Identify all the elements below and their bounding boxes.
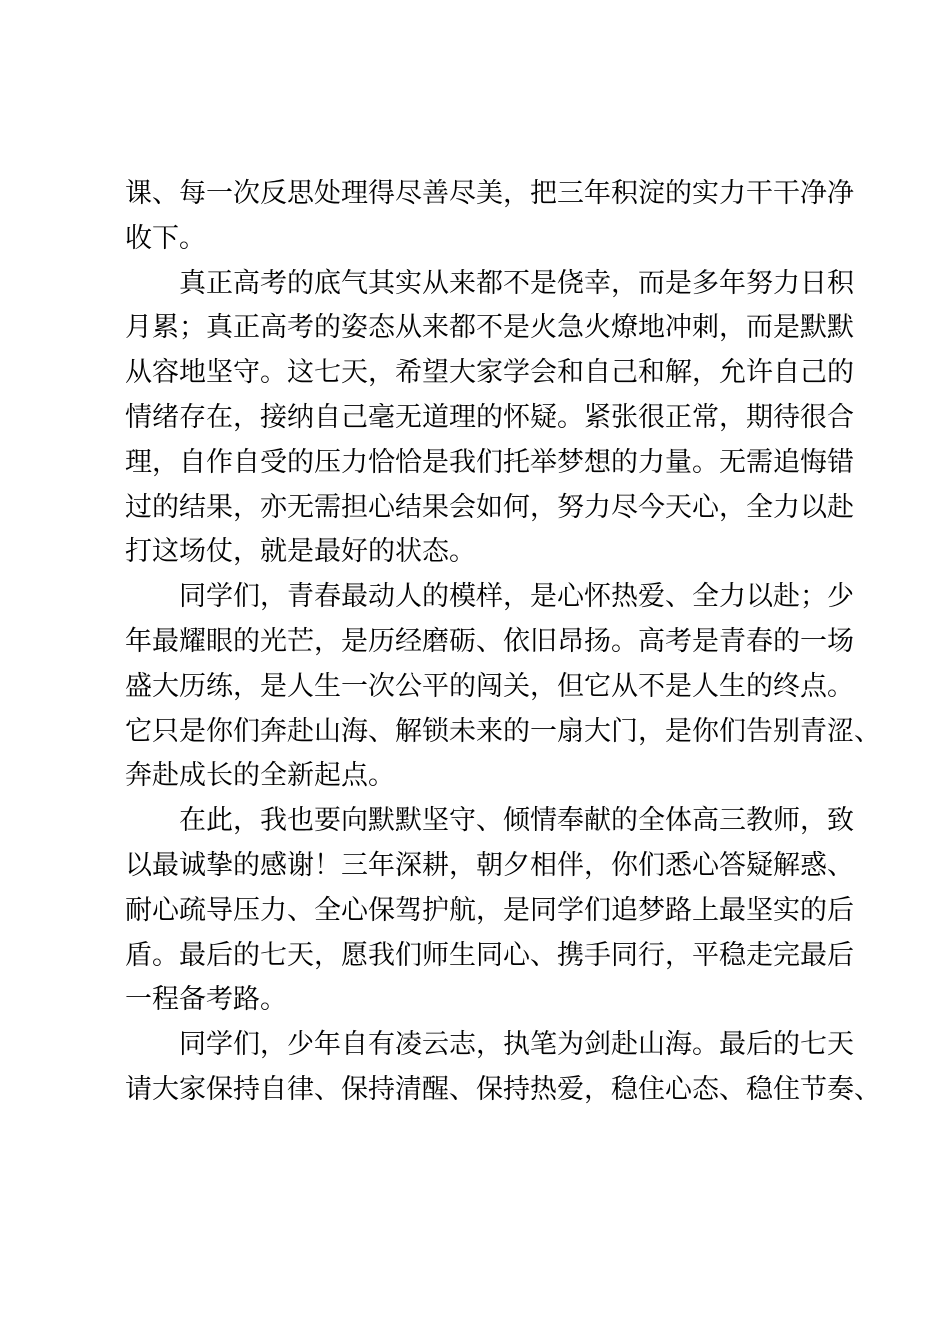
text-line: 理，自作自受的压力恰恰是我们托举梦想的力量。无需追悔错 — [125, 446, 854, 478]
document-body — [125, 172, 881, 1113]
text-line: 情绪存在，接纳自己毫无道理的怀疑。紧张很正常，期待很合 — [125, 401, 854, 433]
text-line: 请大家保持自律、保持清醒、保持热爱，稳住心态、稳住节奏、 — [125, 1073, 881, 1105]
text-line: 盛大历练，是人生一次公平的闯关，但它从不是人生的终点。 — [125, 670, 854, 702]
text-line: 盾。最后的七天，愿我们师生同心、携手同行，平稳走完最后 — [125, 939, 854, 971]
text-line: 月累；真正高考的姿态从来都不是火急火燎地冲刺，而是默默 — [125, 312, 854, 344]
paragraph-start-line: 在此，我也要向默默坚守、倾情奉献的全体高三教师，致 — [179, 805, 854, 837]
paragraph-start-line: 同学们，青春最动人的模样，是心怀热爱、全力以赴；少 — [179, 581, 854, 613]
paragraph-start-line: 同学们，少年自有凌云志，执笔为剑赴山海。最后的七天 — [179, 1029, 854, 1061]
text-line: 从容地坚守。这七天，希望大家学会和自己和解，允许自己的 — [125, 357, 854, 389]
text-line: 它只是你们奔赴山海、解锁未来的一扇大门，是你们告别青涩、 — [125, 715, 881, 747]
paragraph-start-line: 真正高考的底气其实从来都不是侥幸，而是多年努力日积 — [179, 267, 854, 299]
text-line: 以最诚挚的感谢！三年深耕，朝夕相伴，你们悉心答疑解惑、 — [125, 849, 854, 881]
text-line: 耐心疏导压力、全心保驾护航，是同学们追梦路上最坚实的后 — [125, 894, 854, 926]
text-line: 奔赴成长的全新起点。 — [125, 760, 395, 792]
text-line: 收下。 — [125, 222, 206, 254]
text-line: 课、每一次反思处理得尽善尽美，把三年积淀的实力干干净净 — [125, 178, 854, 209]
text-line: 过的结果，亦无需担心结果会如何，努力尽今天心，全力以赴 — [125, 491, 854, 523]
text-line: 一程备考路。 — [125, 984, 287, 1016]
text-line: 年最耀眼的光芒，是历经磨砺、依旧昂扬。高考是青春的一场 — [125, 625, 854, 657]
text-line: 打这场仗，就是最好的状态。 — [125, 536, 476, 568]
